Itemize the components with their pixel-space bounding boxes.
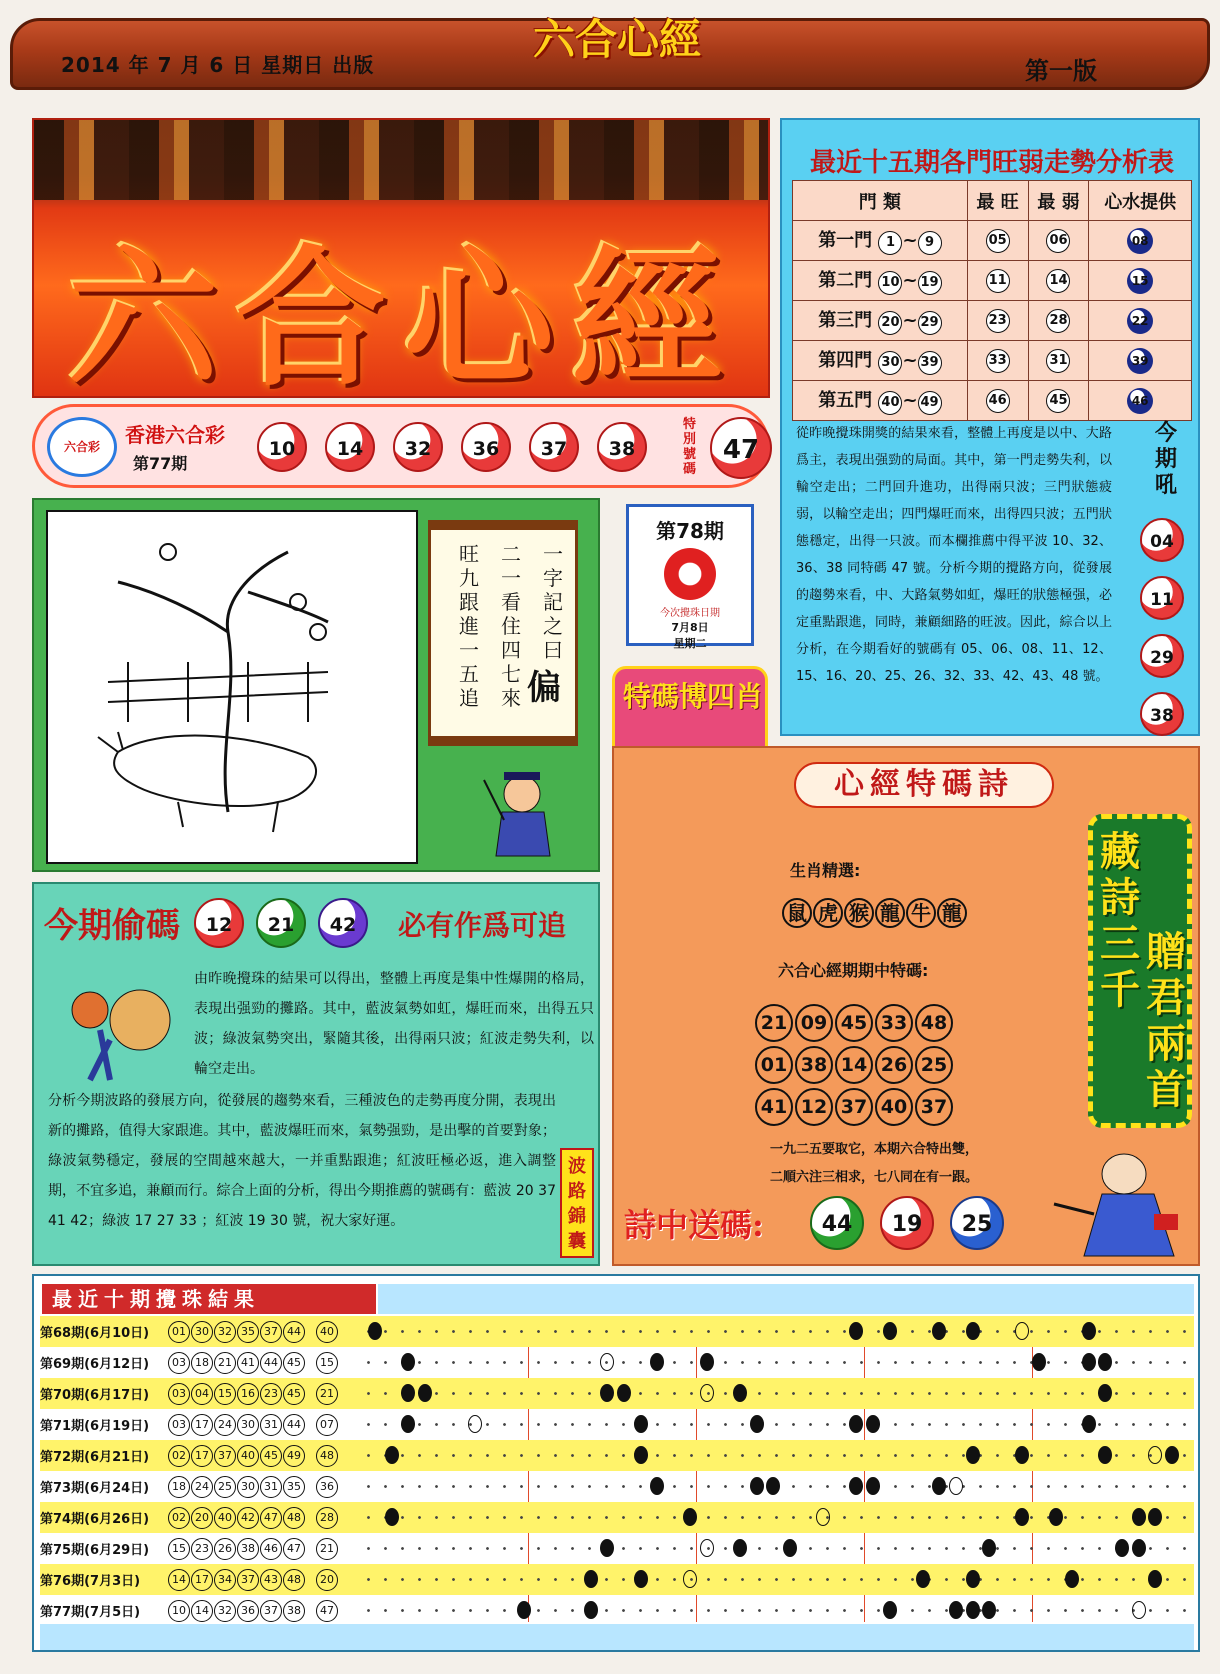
- vertical-banner: [1088, 814, 1192, 1128]
- row-number: 04: [191, 1383, 213, 1405]
- pick-ball: 08: [1127, 228, 1153, 254]
- draw-ball: 14: [325, 422, 375, 472]
- analysis-body: 從昨晚攪珠開獎的結果來看，整體上再度是以中、大路爲主，表現出强勁的局面。其中，第一門走勢失利，以輪空走出；二門回升進功，出得兩只波；三門狀態疲弱，以輪空走出；四門爆旺而來，出得四只波；五門狀態穩定，出得一只波。而本欄推薦中得平波 10、32、36、38 同特碼 47 號。分析今期的攪路方向，從發展的趨勢來看，中、大路氣勢如虹，爆旺的狀態極强，必定重點跟進，同時，兼顧細路的旺波。因此，綜合以上分析，在今期看好的號碼有 05、06、08、11、12、15、16、20、25、26、32、33、42、43、48 號。: [796, 426, 1112, 684]
- gate-name: 第二門: [818, 270, 873, 291]
- row-number: 35: [283, 1476, 305, 1498]
- vertical-text: 藏詩三千: [1100, 828, 1140, 1013]
- number-mark: [966, 1322, 980, 1340]
- number-mark: [866, 1477, 880, 1495]
- row-number: 10: [168, 1600, 190, 1622]
- title-block: [32, 118, 770, 398]
- number-mark: [949, 1601, 963, 1619]
- number-mark: [883, 1601, 897, 1619]
- row-number: 17: [191, 1414, 213, 1436]
- gate-name: 第一門: [818, 230, 873, 251]
- gate-name: 第五門: [818, 390, 873, 411]
- side-ball: 29: [1140, 634, 1184, 678]
- scroll-line: 二一看住四七來: [501, 542, 521, 710]
- row-number: 23: [260, 1383, 282, 1405]
- row-numbers: [168, 1599, 339, 1622]
- number-mark: [634, 1570, 648, 1588]
- table-row: 第二門 10 ~ 19 11 14 15: [793, 261, 1192, 301]
- row-numbers: [168, 1537, 339, 1560]
- row-numbers: [168, 1351, 339, 1374]
- gift-ball: 44: [810, 1196, 864, 1250]
- hot-number: 11: [986, 269, 1010, 293]
- number-mark: [966, 1446, 980, 1464]
- row-number: 43: [260, 1569, 282, 1591]
- brand-logo: 六合心經: [533, 15, 702, 64]
- recent-results-chart: [32, 1274, 1200, 1652]
- gate-name: 第四門: [818, 350, 873, 371]
- side-ball: 04: [1140, 518, 1184, 562]
- gift-ball: 19: [880, 1196, 934, 1250]
- col-header: 心水提供: [1089, 181, 1192, 221]
- row-label: 第68期(6月10日): [40, 1326, 150, 1341]
- row-number: 45: [283, 1383, 305, 1405]
- zodiac-item: 鼠: [782, 898, 812, 928]
- row-label: 第75期(6月29日): [40, 1543, 150, 1558]
- row-number: 30: [237, 1414, 259, 1436]
- dot-grid: [360, 1597, 1194, 1624]
- code-number: 09: [795, 1004, 833, 1042]
- draw-ball: 36: [461, 422, 511, 472]
- number-mark: [584, 1570, 598, 1588]
- row-special: 07: [316, 1414, 338, 1436]
- number-mark: [1032, 1353, 1046, 1371]
- row-special: 48: [316, 1445, 338, 1467]
- special-ball: 47: [710, 417, 772, 479]
- row-number: 21: [214, 1352, 236, 1374]
- code-number: 41: [755, 1088, 793, 1126]
- code-number: 45: [835, 1004, 873, 1042]
- row-label: 第76期(7月3日): [40, 1574, 141, 1589]
- draw-balls: [257, 422, 665, 472]
- doctor-cartoon: [474, 760, 564, 860]
- table-row: 第三門 20 ~ 29 23 28 22: [793, 301, 1192, 341]
- draw-issue: 第77期: [133, 454, 188, 473]
- row-number: 23: [191, 1538, 213, 1560]
- number-mark: [385, 1508, 399, 1526]
- scroll-line: 一字記之曰: [543, 542, 563, 662]
- row-number: 47: [260, 1507, 282, 1529]
- table-row: [40, 1471, 1194, 1502]
- row-number: 02: [168, 1445, 190, 1467]
- row-special: 47: [316, 1600, 338, 1622]
- row-number: 03: [168, 1352, 190, 1374]
- dot-grid: [360, 1349, 1194, 1376]
- code-number: 01: [755, 1046, 793, 1084]
- special-mark: [1132, 1601, 1146, 1619]
- code-number: 12: [795, 1088, 833, 1126]
- draw-ball: 38: [597, 422, 647, 472]
- number-mark: [1132, 1539, 1146, 1557]
- special-label: 特別號碼: [683, 417, 697, 477]
- number-mark: [634, 1415, 648, 1433]
- row-number: 37: [260, 1600, 282, 1622]
- number-mark: [1115, 1539, 1129, 1557]
- verse-line: 二順六注三相求，七八同在有一跟。: [769, 1170, 978, 1185]
- riddle-illustration: [46, 510, 418, 864]
- results-title: 最近十期攪珠結果: [42, 1284, 376, 1314]
- range-from: 10: [878, 271, 902, 295]
- row-numbers: [168, 1413, 339, 1436]
- range-from: 1: [878, 231, 902, 255]
- row-special: 21: [316, 1383, 338, 1405]
- number-mark: [750, 1415, 764, 1433]
- row-number: 18: [168, 1476, 190, 1498]
- table-row: [40, 1347, 1194, 1378]
- zodiac-select-label: 生肖精選:: [790, 861, 861, 880]
- dot-grid: [360, 1411, 1194, 1438]
- row-numbers: [168, 1506, 339, 1529]
- row-label: 第70期(6月17日): [40, 1388, 150, 1403]
- dot-grid: [360, 1318, 1194, 1345]
- code-number: 48: [915, 1004, 953, 1042]
- cold-number: 45: [1046, 389, 1070, 413]
- main-title: 六合心經: [67, 231, 740, 398]
- row-number: 42: [237, 1507, 259, 1529]
- number-mark: [1049, 1508, 1063, 1526]
- steal-paragraph-2: 分析今期波路的發展方向，從發展的趨勢來看，三種波色的走勢再度分開，表現出新的攤路，值得大家跟進。其中，藍波爆旺而來，氣勢强勁，是出擊的首要對象；綠波氣勢穩定，發展的空間越來越大，一并重點跟進；紅波旺極必返，進入調整期，不宜多追，兼顧而行。綜合上面的分析，得出今期推薦的號碼有：藍波 20 37 41 42；綠波 17 27 33 ；紅波 19 30 號，祝大家好運。: [48, 1093, 556, 1229]
- pick-ball: 46: [1127, 388, 1153, 414]
- row-label: 第72期(6月21日): [40, 1450, 150, 1465]
- row-number: 02: [168, 1507, 190, 1529]
- cold-number: 14: [1046, 269, 1070, 293]
- next-issue-title: 第78期: [656, 519, 724, 543]
- row-number: 48: [283, 1507, 305, 1529]
- row-number: 36: [237, 1600, 259, 1622]
- dot-grid: [360, 1504, 1194, 1531]
- row-number: 47: [283, 1538, 305, 1560]
- zodiac-item: 虎: [813, 898, 843, 928]
- row-number: 01: [168, 1321, 190, 1343]
- row-numbers: [168, 1475, 339, 1498]
- table-row: 第四門 30 ~ 39 33 31 39: [793, 341, 1192, 381]
- code-number: 25: [915, 1046, 953, 1084]
- code-number: 14: [835, 1046, 873, 1084]
- table-row: [40, 1564, 1194, 1595]
- dot-grid: [360, 1380, 1194, 1407]
- zodiac-item: 牛: [906, 898, 936, 928]
- draw-ball: 32: [393, 422, 443, 472]
- gift-label: 詩中送碼:: [624, 1206, 764, 1244]
- row-number: 40: [214, 1507, 236, 1529]
- row-label: 第69期(6月12日): [40, 1357, 150, 1372]
- steal-paragraph-1: 由昨晚攪珠的結果可以得出，整體上再度是集中性爆開的格局，表現出强勁的攤路。其中，藍波氣勢如虹，爆旺而來，出得五只波；綠波氣勢突出，緊隨其後，出得兩只波；紅波走勢失利，以輪空走出。: [194, 971, 594, 1077]
- cold-number: 31: [1046, 349, 1070, 373]
- next-draw-day: 星期二: [673, 637, 707, 650]
- row-number: 20: [191, 1507, 213, 1529]
- range-to: 29: [918, 311, 942, 335]
- row-number: 18: [191, 1352, 213, 1374]
- number-mark: [634, 1446, 648, 1464]
- row-number: 41: [237, 1352, 259, 1374]
- side-balls: [1140, 518, 1184, 750]
- range-from: 30: [878, 351, 902, 375]
- row-special: 40: [316, 1321, 338, 1343]
- table-row: 第五門 40 ~ 49 46 45 46: [793, 381, 1192, 421]
- publish-date: 2014 年 7 月 6 日 星期日 出版: [61, 53, 375, 77]
- row-label: 第77期(7月5日): [40, 1605, 141, 1620]
- steal-title: 今期偷碼: [44, 906, 180, 946]
- wave-tips-tag: 波路錦囊: [560, 1148, 594, 1258]
- table-row: [40, 1409, 1194, 1440]
- zodiac-item: 猴: [844, 898, 874, 928]
- pick-ball: 39: [1127, 348, 1153, 374]
- row-number: 17: [191, 1445, 213, 1467]
- row-number: 31: [260, 1414, 282, 1436]
- poem-title: 心經特碼詩: [794, 762, 1054, 808]
- next-draw-date: 7月8日: [671, 621, 709, 634]
- vertical-text: 贈君兩首: [1146, 928, 1186, 1113]
- number-mark: [966, 1601, 980, 1619]
- row-number: 24: [214, 1414, 236, 1436]
- row-label: 第74期(6月26日): [40, 1512, 150, 1527]
- range-to: 39: [918, 351, 942, 375]
- row-number: 03: [168, 1414, 190, 1436]
- table-row: [40, 1595, 1194, 1626]
- row-numbers: [168, 1444, 339, 1467]
- steal-slogan: 必有作爲可追: [398, 909, 567, 942]
- code-number: 37: [835, 1088, 873, 1126]
- poem-panel: [612, 746, 1200, 1266]
- edition-label: 第一版: [1025, 57, 1097, 85]
- gift-ball: 25: [950, 1196, 1004, 1250]
- poem-verse: [714, 1136, 1034, 1192]
- code-number: 40: [875, 1088, 913, 1126]
- row-special: 36: [316, 1476, 338, 1498]
- row-number: 31: [260, 1476, 282, 1498]
- row-number: 46: [260, 1538, 282, 1560]
- dot-grid: [360, 1535, 1194, 1562]
- row-label: 第71期(6月19日): [40, 1419, 150, 1434]
- row-number: 35: [237, 1321, 259, 1343]
- lottery-logo: 六合彩: [47, 417, 117, 477]
- cold-number: 28: [1046, 309, 1070, 333]
- side-label: 今期吼: [1154, 420, 1177, 498]
- number-mark: [1132, 1508, 1146, 1526]
- zodiac-item: 龍: [875, 898, 905, 928]
- hot-number: 05: [986, 229, 1010, 253]
- zodiac-four-title: 特碼博四肖: [622, 680, 763, 713]
- thief-cartoon: [60, 980, 180, 1090]
- range-to: 49: [918, 391, 942, 415]
- row-number: 16: [237, 1383, 259, 1405]
- row-number: 45: [260, 1445, 282, 1467]
- number-mark: [584, 1601, 598, 1619]
- number-mark: [866, 1415, 880, 1433]
- photo-strip: [34, 120, 768, 200]
- side-ball: 11: [1140, 576, 1184, 620]
- row-number: 44: [283, 1321, 305, 1343]
- row-number: 14: [168, 1569, 190, 1591]
- gift-balls: [810, 1196, 1020, 1250]
- table-row: 第一門 1 ~ 9 05 06 08: [793, 221, 1192, 261]
- row-number: 32: [214, 1321, 236, 1343]
- table-row: [40, 1533, 1194, 1564]
- number-mark: [750, 1477, 764, 1495]
- hot-number: 23: [986, 309, 1010, 333]
- code-number: 37: [915, 1088, 953, 1126]
- row-number: 38: [237, 1538, 259, 1560]
- row-number: 48: [283, 1569, 305, 1591]
- row-number: 25: [214, 1476, 236, 1498]
- row-number: 14: [191, 1600, 213, 1622]
- number-mark: [617, 1384, 631, 1402]
- row-special: 28: [316, 1507, 338, 1529]
- row-special: 21: [316, 1538, 338, 1560]
- row-label: 第73期(6月24日): [40, 1481, 150, 1496]
- cold-number: 06: [1046, 229, 1070, 253]
- row-number: 37: [214, 1445, 236, 1467]
- tree-ox-drawing: [48, 512, 416, 862]
- row-number: 30: [237, 1476, 259, 1498]
- draw-name: 香港六合彩: [125, 423, 225, 447]
- next-issue-card: [626, 504, 754, 650]
- cartoon-panel: [32, 498, 600, 872]
- col-header: 最 旺: [967, 181, 1028, 221]
- hot-number: 46: [986, 389, 1010, 413]
- header-banner: [10, 15, 1210, 90]
- special-mark: [700, 1539, 714, 1557]
- gate-name: 第三門: [818, 310, 873, 331]
- row-number: 17: [191, 1569, 213, 1591]
- code-number: 33: [875, 1004, 913, 1042]
- number-mark: [1082, 1353, 1096, 1371]
- dot-grid: [360, 1442, 1194, 1469]
- number-mark: [883, 1322, 897, 1340]
- code-number: 38: [795, 1046, 833, 1084]
- row-number: 15: [214, 1383, 236, 1405]
- row-number: 32: [214, 1600, 236, 1622]
- row-number: 45: [283, 1352, 305, 1374]
- zodiac-selection: [782, 898, 968, 928]
- row-number: 38: [283, 1600, 305, 1622]
- row-number: 26: [214, 1538, 236, 1560]
- hot-number: 33: [986, 349, 1010, 373]
- row-numbers: [168, 1320, 339, 1343]
- steal-ball: 12: [194, 898, 244, 948]
- row-number: 15: [168, 1538, 190, 1560]
- row-number: 44: [283, 1414, 305, 1436]
- steal-ball: 42: [318, 898, 368, 948]
- number-strip-bottom: [40, 1624, 1194, 1650]
- row-special: 15: [316, 1352, 338, 1374]
- range-to: 9: [918, 231, 942, 255]
- row-number: 37: [237, 1569, 259, 1591]
- steal-code-panel: [32, 882, 600, 1266]
- row-numbers: [168, 1568, 339, 1591]
- special-code-grid: [754, 1002, 974, 1128]
- row-numbers: [168, 1382, 339, 1405]
- row-number: 49: [283, 1445, 305, 1467]
- zodiac-item: 龍: [937, 898, 967, 928]
- number-mark: [418, 1384, 432, 1402]
- scholar-cartoon: [1034, 1144, 1184, 1260]
- side-ball: 38: [1140, 692, 1184, 736]
- number-mark: [1165, 1446, 1179, 1464]
- number-mark: [1082, 1415, 1096, 1433]
- number-mark: [916, 1570, 930, 1588]
- row-number: 03: [168, 1383, 190, 1405]
- scroll-keyword: 偏: [527, 668, 561, 708]
- trend-analysis-panel: [780, 118, 1200, 736]
- row-number: 30: [191, 1321, 213, 1343]
- number-mark: [783, 1539, 797, 1557]
- scroll-line: 旺九跟進一五追: [459, 542, 479, 710]
- row-number: 40: [237, 1445, 259, 1467]
- number-mark: [368, 1322, 382, 1340]
- special-mark: [700, 1384, 714, 1402]
- row-number: 44: [260, 1352, 282, 1374]
- number-mark: [700, 1353, 714, 1371]
- col-header: 門 類: [793, 181, 968, 221]
- range-to: 19: [918, 271, 942, 295]
- row-special: 20: [316, 1569, 338, 1591]
- number-mark: [966, 1570, 980, 1588]
- number-mark: [385, 1446, 399, 1464]
- trend-table: [792, 180, 1192, 421]
- row-number: 37: [260, 1321, 282, 1343]
- verse-line: 一九二五要取它，本期六合特出雙，: [769, 1142, 978, 1157]
- riddle-scroll: [428, 520, 578, 746]
- col-header: 最 弱: [1028, 181, 1089, 221]
- pick-ball: 15: [1127, 268, 1153, 294]
- code-number: 26: [875, 1046, 913, 1084]
- steal-balls: [194, 898, 380, 948]
- next-draw-label: 今次攪珠日期: [660, 608, 720, 619]
- special-mark: [468, 1415, 482, 1433]
- code-number: 21: [755, 1004, 793, 1042]
- flower-icon: [664, 548, 716, 600]
- draw-ball: 10: [257, 422, 307, 472]
- pick-ball: 22: [1127, 308, 1153, 334]
- draw-results-bar: [32, 404, 770, 488]
- range-from: 20: [878, 311, 902, 335]
- draw-ball: 37: [529, 422, 579, 472]
- analysis-title: 最近十五期各門旺弱走勢分析表: [809, 148, 1174, 178]
- number-mark: [1082, 1322, 1096, 1340]
- row-number: 34: [214, 1569, 236, 1591]
- number-strip-top: [378, 1284, 1194, 1314]
- steal-ball: 21: [256, 898, 306, 948]
- special-code-label: 六合心經期期中特碼:: [778, 961, 929, 980]
- range-from: 40: [878, 391, 902, 415]
- row-number: 24: [191, 1476, 213, 1498]
- special-mark: [949, 1477, 963, 1495]
